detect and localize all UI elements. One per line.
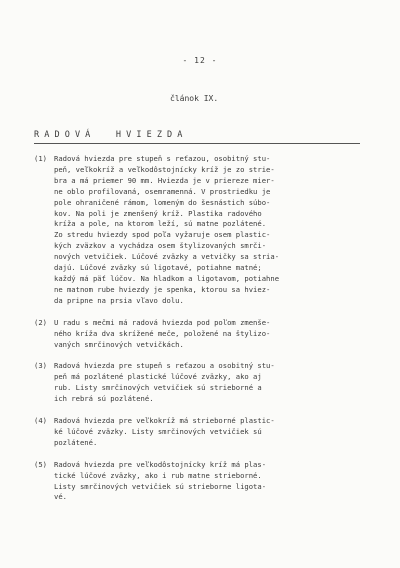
text-line: U radu s mečmi má radová hviezda pod poľom zmenše- xyxy=(54,317,271,327)
text-line: ich rebrá sú pozlátené. xyxy=(54,394,154,404)
text-line: kríža a pole, na ktorom leží, sú matne pozlátené. xyxy=(54,219,267,229)
paragraph-text xyxy=(54,460,352,504)
text-line: peň má pozlátené plastické lúčové zväzky, ako aj xyxy=(54,372,262,382)
text-line: pole ohraničené rámom, lomeným do šesnástich súbo- xyxy=(54,197,271,207)
article-title: článok IX. xyxy=(170,94,219,103)
section-heading-text: R A D O V Á H V I E Z D A xyxy=(34,130,183,140)
text-line: Radová hviezda pre stupeň s reťazou, osobitný stu- xyxy=(54,154,271,163)
text-line: vé. xyxy=(54,492,67,502)
text-line: vaných smrčinových vetvičkách. xyxy=(54,339,184,349)
paragraph-text xyxy=(54,416,352,449)
paragraph-number: (1) xyxy=(34,154,47,163)
text-line: Radová hviezda pre veľkokríž má strieborné plastic- xyxy=(54,416,275,426)
text-line: Zo stredu hviezdy spod poľa vyžaruje osem plastic- xyxy=(54,230,271,240)
text-line: ké lúčové zväzky. Listy smrčinových vetvičiek sú xyxy=(54,426,262,436)
paragraph-text xyxy=(54,318,352,351)
paragraph-list xyxy=(34,154,374,514)
paragraph-item xyxy=(34,361,374,405)
text-line: každý má päť lúčov. Na hladkom a ligotavom, potiahne xyxy=(54,273,280,283)
text-line: kov. Na poli je zmenšený kríž. Plastika radového xyxy=(54,208,262,218)
text-line: ne oblo profilovaná, osemramenná. V prostriedku je xyxy=(54,186,271,196)
text-line: tické lúčové zväzky, ako i rub matne strieborné. xyxy=(54,470,262,480)
text-line: dajú. Lúčové zväzky sú ligotavé, potiahne matné; xyxy=(54,263,262,273)
text-line: rub. Listy smrčinových vetvičiek sú strieborné a xyxy=(54,383,262,393)
paragraph-number: (2) xyxy=(34,317,47,327)
paragraph-text xyxy=(54,361,352,405)
text-line: Listy smrčinových vetvičiek sú strieborne ligota- xyxy=(54,481,267,491)
text-line: pozlátené. xyxy=(54,437,98,447)
paragraph-number: (3) xyxy=(34,361,47,371)
paragraph-item xyxy=(34,154,374,307)
paragraph-number: (5) xyxy=(34,459,47,469)
paragraph-item xyxy=(34,416,374,449)
page-number: - 12 - xyxy=(182,56,218,65)
paragraph-item xyxy=(34,318,374,351)
text-line: ne matnom rube hviezdy je spenka, ktorou sa hviez- xyxy=(54,284,271,294)
text-line: kých zväzkov a vychádza osem štylizovaných smrči- xyxy=(54,241,267,251)
text-line: Radová hviezda pre stupeň s reťazou a osobitný stu- xyxy=(54,361,275,371)
paragraph-item xyxy=(34,460,374,504)
text-line: bra a má priemer 90 mm. Hviezda je v priereze mier- xyxy=(54,175,275,185)
paragraph-number: (4) xyxy=(34,416,47,426)
text-line: ného kríža dva skrížené meče, položené na štylizo- xyxy=(54,328,271,338)
heading-underline xyxy=(34,143,360,144)
text-line: peň, veľkokríž a veľkodôstojnícky kríž je zo strie- xyxy=(54,164,275,174)
text-line: da pripne na prsia vľavo dolu. xyxy=(54,295,184,305)
text-line: nových vetvičiek. Lúčové zväzky a vetvičky sa stria- xyxy=(54,252,280,262)
paragraph-text xyxy=(54,154,352,307)
text-line: Radová hviezda pre veľkodôstojnícky kríž má plas- xyxy=(54,459,267,469)
section-heading xyxy=(34,130,364,144)
